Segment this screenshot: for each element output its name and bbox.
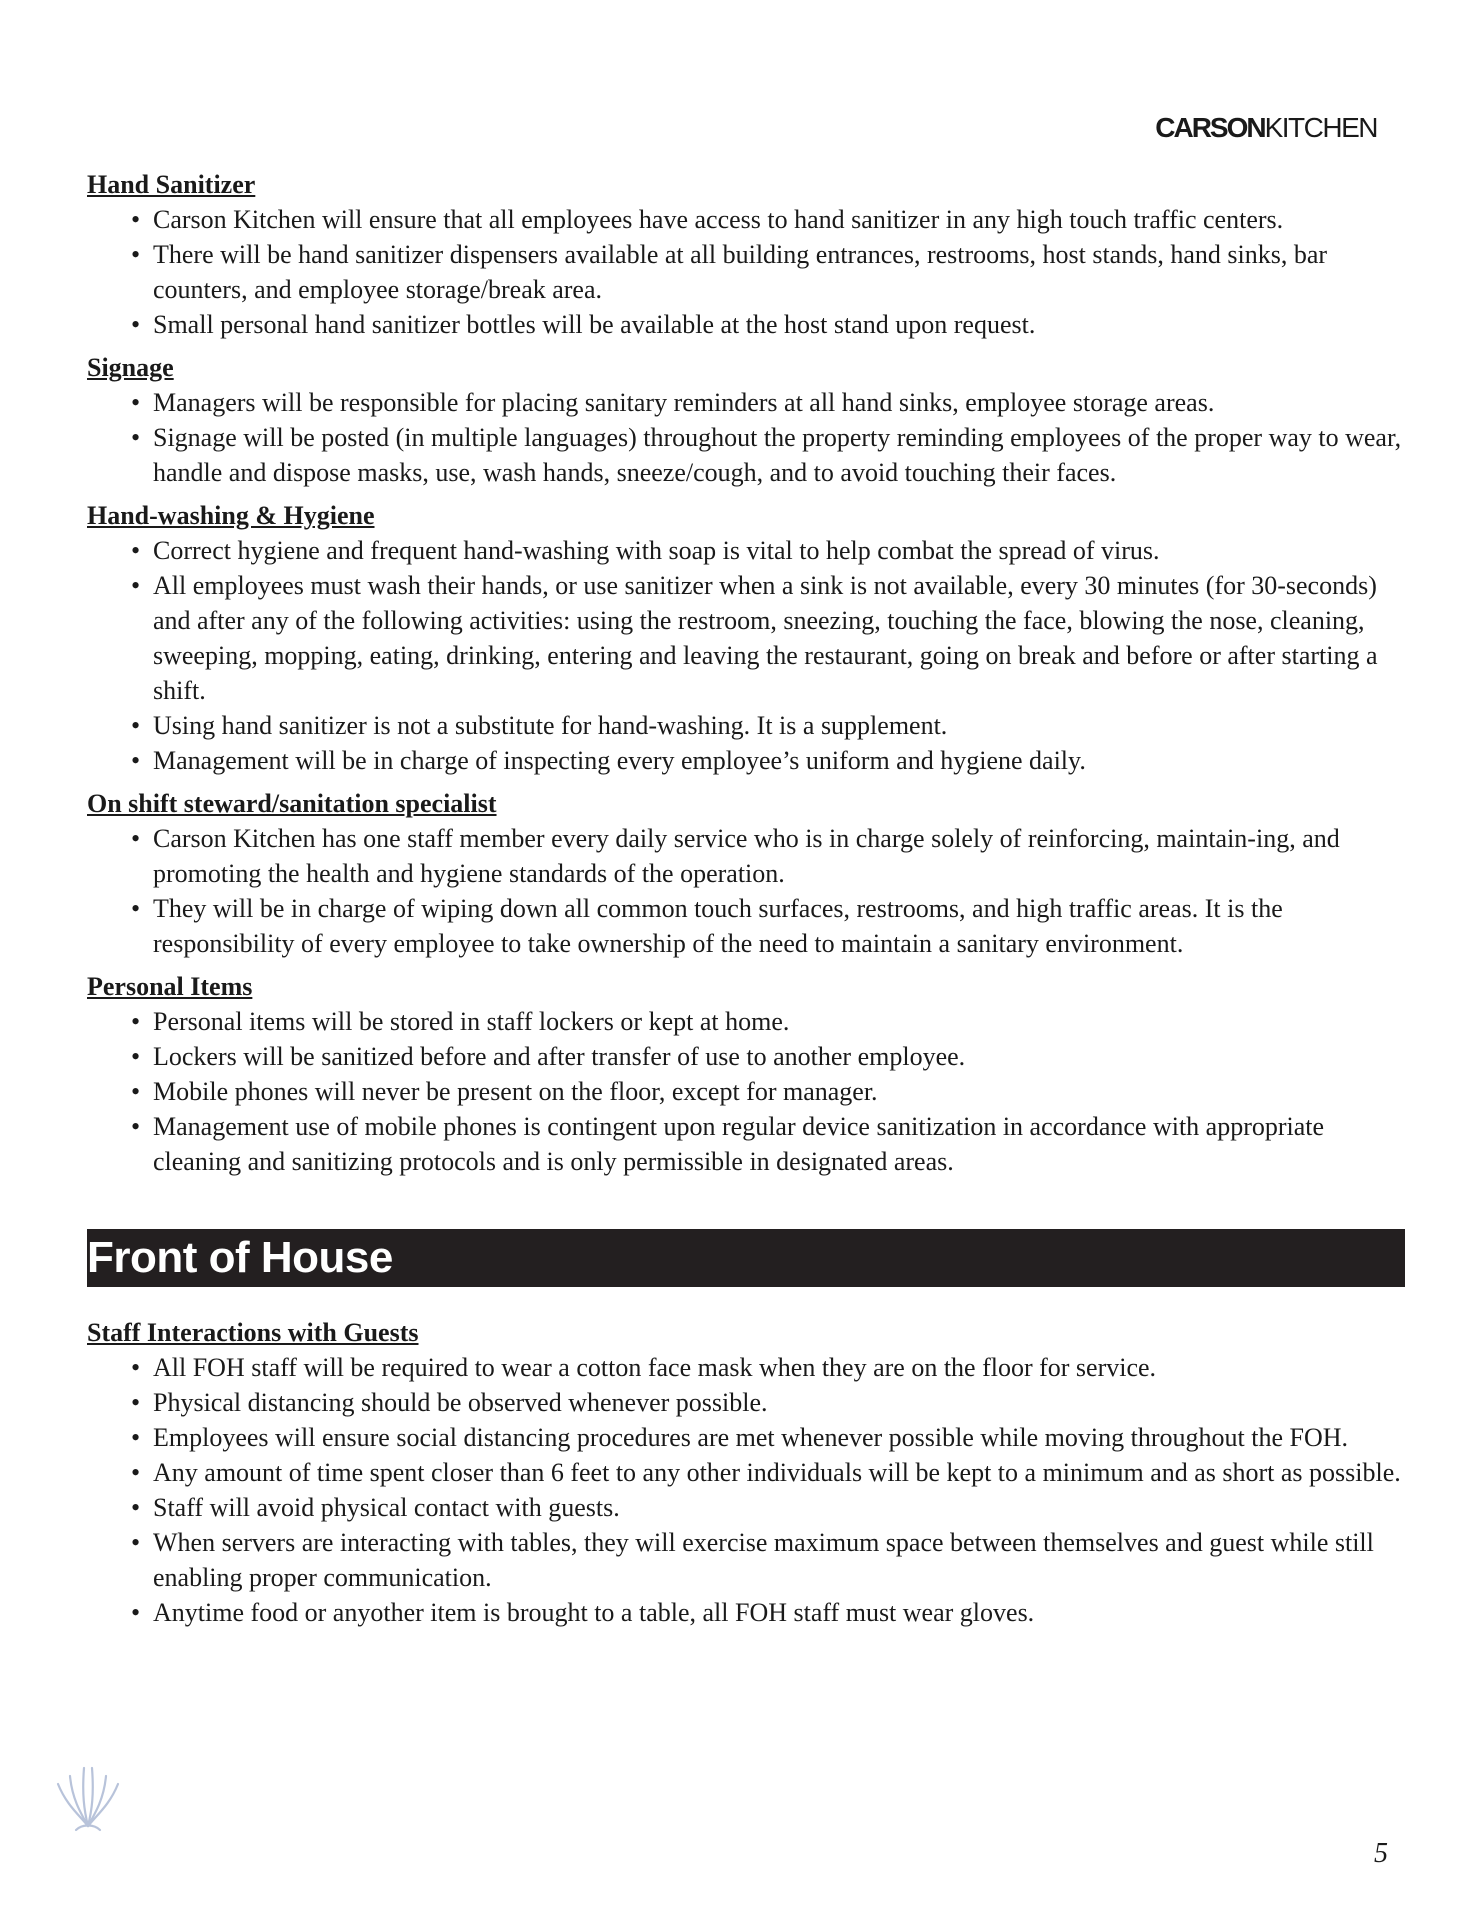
bullet-item: • They will be in charge of wiping down all common touch surfaces, restrooms, and high traffic areas. It is the responsibility of every employee to take ownership of the need to maintain a sanitary environment.: [153, 891, 1405, 961]
section-heading: Hand-washing & Hygiene: [87, 501, 375, 530]
section-hand-washing-hygiene: [87, 498, 1405, 778]
section-staff-interactions-with-guests: [87, 1315, 1405, 1630]
section-hand-sanitizer: [87, 167, 1405, 342]
section-heading: On shift steward/sanitation specialist: [87, 789, 497, 818]
bullet-list: [87, 821, 1405, 961]
bullet-item: • Physical distancing should be observed whenever possible.: [153, 1385, 1405, 1420]
bullet-item: • Managers will be responsible for placing sanitary reminders at all hand sinks, employee storage areas.: [153, 385, 1405, 420]
bullet-list: [87, 385, 1405, 490]
phoenix-emblem-icon: [48, 1754, 128, 1834]
bullet-item: • Using hand sanitizer is not a substitute for hand-washing. It is a supplement.: [153, 708, 1405, 743]
bullet-item: • All employees must wash their hands, or use sanitizer when a sink is not available, every 30 minutes (for 30-seconds) and after any of the following activities: using the restroom, sneezing, touching the face, blowing the nose, cleaning, sweeping, mopping, eating, drinking, entering and leaving the restaurant, going on break and before or after starting a shift.: [153, 568, 1405, 708]
bullet-item: • Mobile phones will never be present on the floor, except for manager.: [153, 1074, 1405, 1109]
bullet-item: • Personal items will be stored in staff lockers or kept at home.: [153, 1004, 1405, 1039]
section-heading: Personal Items: [87, 972, 253, 1001]
bullet-item: • Carson Kitchen has one staff member every daily service who is in charge solely of reinforcing, maintain-ing, and promoting the health and hygiene standards of the operation.: [153, 821, 1405, 891]
bullet-item: • Anytime food or anyother item is brought to a table, all FOH staff must wear gloves.: [153, 1595, 1405, 1630]
bullet-item: • All FOH staff will be required to wear a cotton face mask when they are on the floor for service.: [153, 1350, 1405, 1385]
bottom-sections: [87, 1315, 1405, 1630]
top-sections: [87, 167, 1405, 1179]
section-heading: Signage: [87, 353, 174, 382]
bullet-item: • When servers are interacting with tables, they will exercise maximum space between themselves and guest while still enabling proper communication.: [153, 1525, 1405, 1595]
section-heading: Staff Interactions with Guests: [87, 1318, 419, 1347]
bullet-item: • Management use of mobile phones is contingent upon regular device sanitization in accordance with appropriate cleaning and sanitizing protocols and is only permissible in designated areas.: [153, 1109, 1405, 1179]
section-banner-front-of-house: Front of House: [87, 1229, 1405, 1287]
brand-logo-bold: CARSON: [1155, 112, 1265, 143]
bullet-item: • There will be hand sanitizer dispensers available at all building entrances, restrooms, host stands, hand sinks, bar counters, and employee storage/break area.: [153, 237, 1405, 307]
brand-logo-light: KITCHEN: [1264, 112, 1377, 143]
bullet-list: [87, 1350, 1405, 1630]
bullet-item: • Signage will be posted (in multiple languages) throughout the property reminding employees of the proper way to wear, handle and dispose masks, use, wash hands, sneeze/cough, and to avoid touching their faces.: [153, 420, 1405, 490]
section-heading: Hand Sanitizer: [87, 170, 256, 199]
bullet-item: • Any amount of time spent closer than 6 feet to any other individuals will be kept to a minimum and as short as possible.: [153, 1455, 1405, 1490]
bullet-item: • Lockers will be sanitized before and after transfer of use to another employee.: [153, 1039, 1405, 1074]
bullet-item: • Correct hygiene and frequent hand-washing with soap is vital to help combat the spread of virus.: [153, 533, 1405, 568]
bullet-item: • Staff will avoid physical contact with guests.: [153, 1490, 1405, 1525]
bullet-list: [87, 1004, 1405, 1179]
section-personal-items: [87, 969, 1405, 1179]
bullet-item: • Small personal hand sanitizer bottles will be available at the host stand upon request.: [153, 307, 1405, 342]
brand-logo: [1155, 112, 1377, 144]
page-number: 5: [1374, 1838, 1388, 1869]
bullet-list: [87, 533, 1405, 778]
bullet-item: • Management will be in charge of inspecting every employee’s uniform and hygiene daily.: [153, 743, 1405, 778]
section-signage: [87, 350, 1405, 490]
section-on-shift-steward-sanitation-specialist: [87, 786, 1405, 961]
bullet-item: • Employees will ensure social distancing procedures are met whenever possible while moving throughout the FOH.: [153, 1420, 1405, 1455]
document-body: [87, 167, 1405, 1638]
bullet-item: • Carson Kitchen will ensure that all employees have access to hand sanitizer in any high touch traffic centers.: [153, 202, 1405, 237]
bullet-list: [87, 202, 1405, 342]
